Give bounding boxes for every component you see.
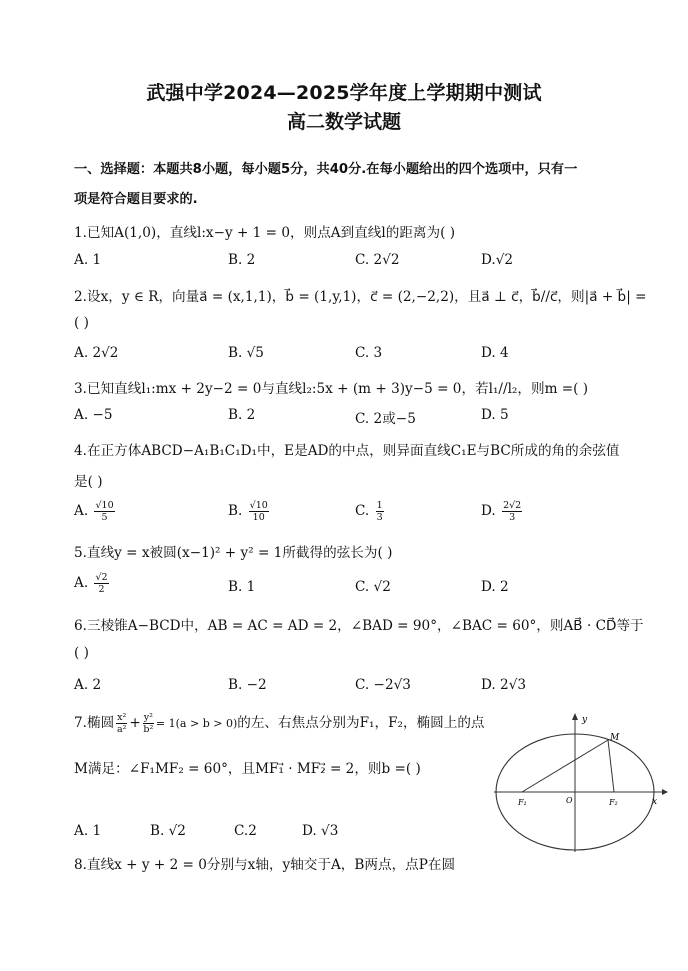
ellipse-diagram (492, 712, 668, 854)
fraction: $\frac{2√2}{3}$ (503, 500, 522, 523)
label-f2: F₂ (609, 798, 618, 807)
question-2-option-c: C. 3 (355, 345, 383, 361)
question-4-option-c: C. $\frac{1}{3}$ (355, 500, 383, 523)
fraction: $\frac{√2}{2}$ (95, 572, 108, 595)
question-4-stem: 4.在正方体ABCD−A₁B₁C₁D₁中，E是AD的中点，则异面直线C₁E与BC所成的角的余弦值 (74, 443, 620, 459)
x-axis-arrow (662, 789, 668, 795)
question-3-option-c: C. 2或−5 (355, 411, 416, 427)
question-5-stem: 5.直线y = x被圆(x−1)² + y² = 1所截得的弦长为( ) (74, 545, 393, 561)
question-1-option-d: D.√2 (481, 252, 514, 268)
question-2-stem-cont: ( ) (74, 315, 89, 331)
label-f1: F₁ (518, 798, 527, 807)
question-7-option-b: B. √2 (150, 823, 186, 839)
question-2-option-d: D. 4 (481, 345, 509, 361)
question-7-option-c: C.2 (234, 823, 257, 839)
fraction: $\frac{\text{x²}}{\text{a²}}$ (117, 712, 127, 735)
label-o: O (566, 796, 573, 805)
exam-subtitle: 高二数学试题 (286, 111, 401, 133)
question-4-option-d: D. $\frac{2√2}{3}$ (481, 500, 522, 523)
section-instruction-line-2: 项是符合题目要求的. (74, 192, 198, 207)
question-2-option-a: A. 2√2 (74, 345, 119, 361)
question-7-option-a: A. 1 (74, 823, 102, 839)
question-1-option-c: C. 2√2 (355, 252, 400, 268)
question-1-stem: 1.已知A(1,0)，直线l:x−y + 1 = 0，则点A到直线l的距离为( ) (74, 225, 456, 241)
label-x: x (652, 797, 658, 807)
question-4-stem-cont: 是( ) (74, 474, 103, 490)
question-5-option-b: B. 1 (228, 579, 256, 595)
fraction: $\frac{√10}{5}$ (95, 500, 114, 523)
question-7-stem: 7.椭圆 $\frac{\text{x²}}{\text{a²}}$ + $\frac{\text{y²}}{\text{b²}}$ = 1(a > b > 0)的左、右焦点分别为F₁，F₂，椭圆上的点 (74, 712, 485, 735)
fraction: $\frac{1}{3}$ (376, 500, 383, 523)
question-5-option-c: C. √2 (355, 579, 391, 595)
section-instruction-line-1: 一、选择题：本题共8小题，每小题5分，共40分.在每小题给出的四个选项中，只有一 (74, 162, 578, 177)
question-6-option-a: A. 2 (74, 677, 102, 693)
question-4-option-a: A. $\frac{√10}{5}$ (74, 500, 114, 523)
question-2-option-b: B. √5 (228, 345, 264, 361)
question-6-option-d: D. 2√3 (481, 677, 527, 693)
question-4-option-b: B. $\frac{√10}{10}$ (228, 500, 268, 523)
question-7-option-d: D. √3 (302, 823, 339, 839)
fraction: $\frac{\text{y²}}{\text{b²}}$ (143, 712, 154, 735)
question-1-option-a: A. 1 (74, 252, 102, 268)
label-y: y (582, 715, 588, 725)
question-1-option-b: B. 2 (228, 252, 256, 268)
question-3-stem: 3.已知直线l₁:mx + 2y−2 = 0与直线l₂:5x + (m + 3)y−5 = 0，若l₁//l₂，则m =( ) (74, 381, 589, 397)
y-axis-arrow (572, 713, 578, 720)
segment-m-f2 (608, 740, 614, 792)
question-3-option-d: D. 5 (481, 407, 509, 423)
segment-f1-m (522, 740, 608, 792)
question-3-option-b: B. 2 (228, 407, 256, 423)
question-7-stem-cont: M满足：∠F₁MF₂ = 60°，且MF₁⃗ · MF₂⃗ = 2，则b =( ) (74, 761, 421, 777)
question-6-option-b: B. −2 (228, 677, 267, 693)
question-2-stem: 2.设x，y ∈ R，向量a⃗ = (x,1,1)，b⃗ = (1,y,1)，c⃗ = (2,−2,2)，且a⃗ ⊥ c⃗，b⃗//c⃗，则|a⃗ + b⃗| = (74, 289, 647, 305)
exam-title: 武强中学2024—2025学年度上学期期中测试 (146, 82, 542, 104)
label-m: M (610, 733, 620, 743)
question-6-option-c: C. −2√3 (355, 677, 411, 693)
question-6-stem-cont: ( ) (74, 645, 89, 661)
question-5-option-a: A. $\frac{√2}{2}$ (74, 572, 108, 595)
question-6-stem: 6.三棱锥A−BCD中，AB = AC = AD = 2，∠BAD = 90°，∠BAC = 60°，则AB⃗ · CD⃗等于 (74, 618, 644, 634)
question-8-stem: 8.直线x + y + 2 = 0分别与x轴，y轴交于A，B两点，点P在圆 (74, 857, 456, 873)
question-3-option-a: A. −5 (74, 407, 113, 423)
question-5-option-d: D. 2 (481, 579, 509, 595)
fraction: $\frac{√10}{10}$ (249, 500, 268, 523)
